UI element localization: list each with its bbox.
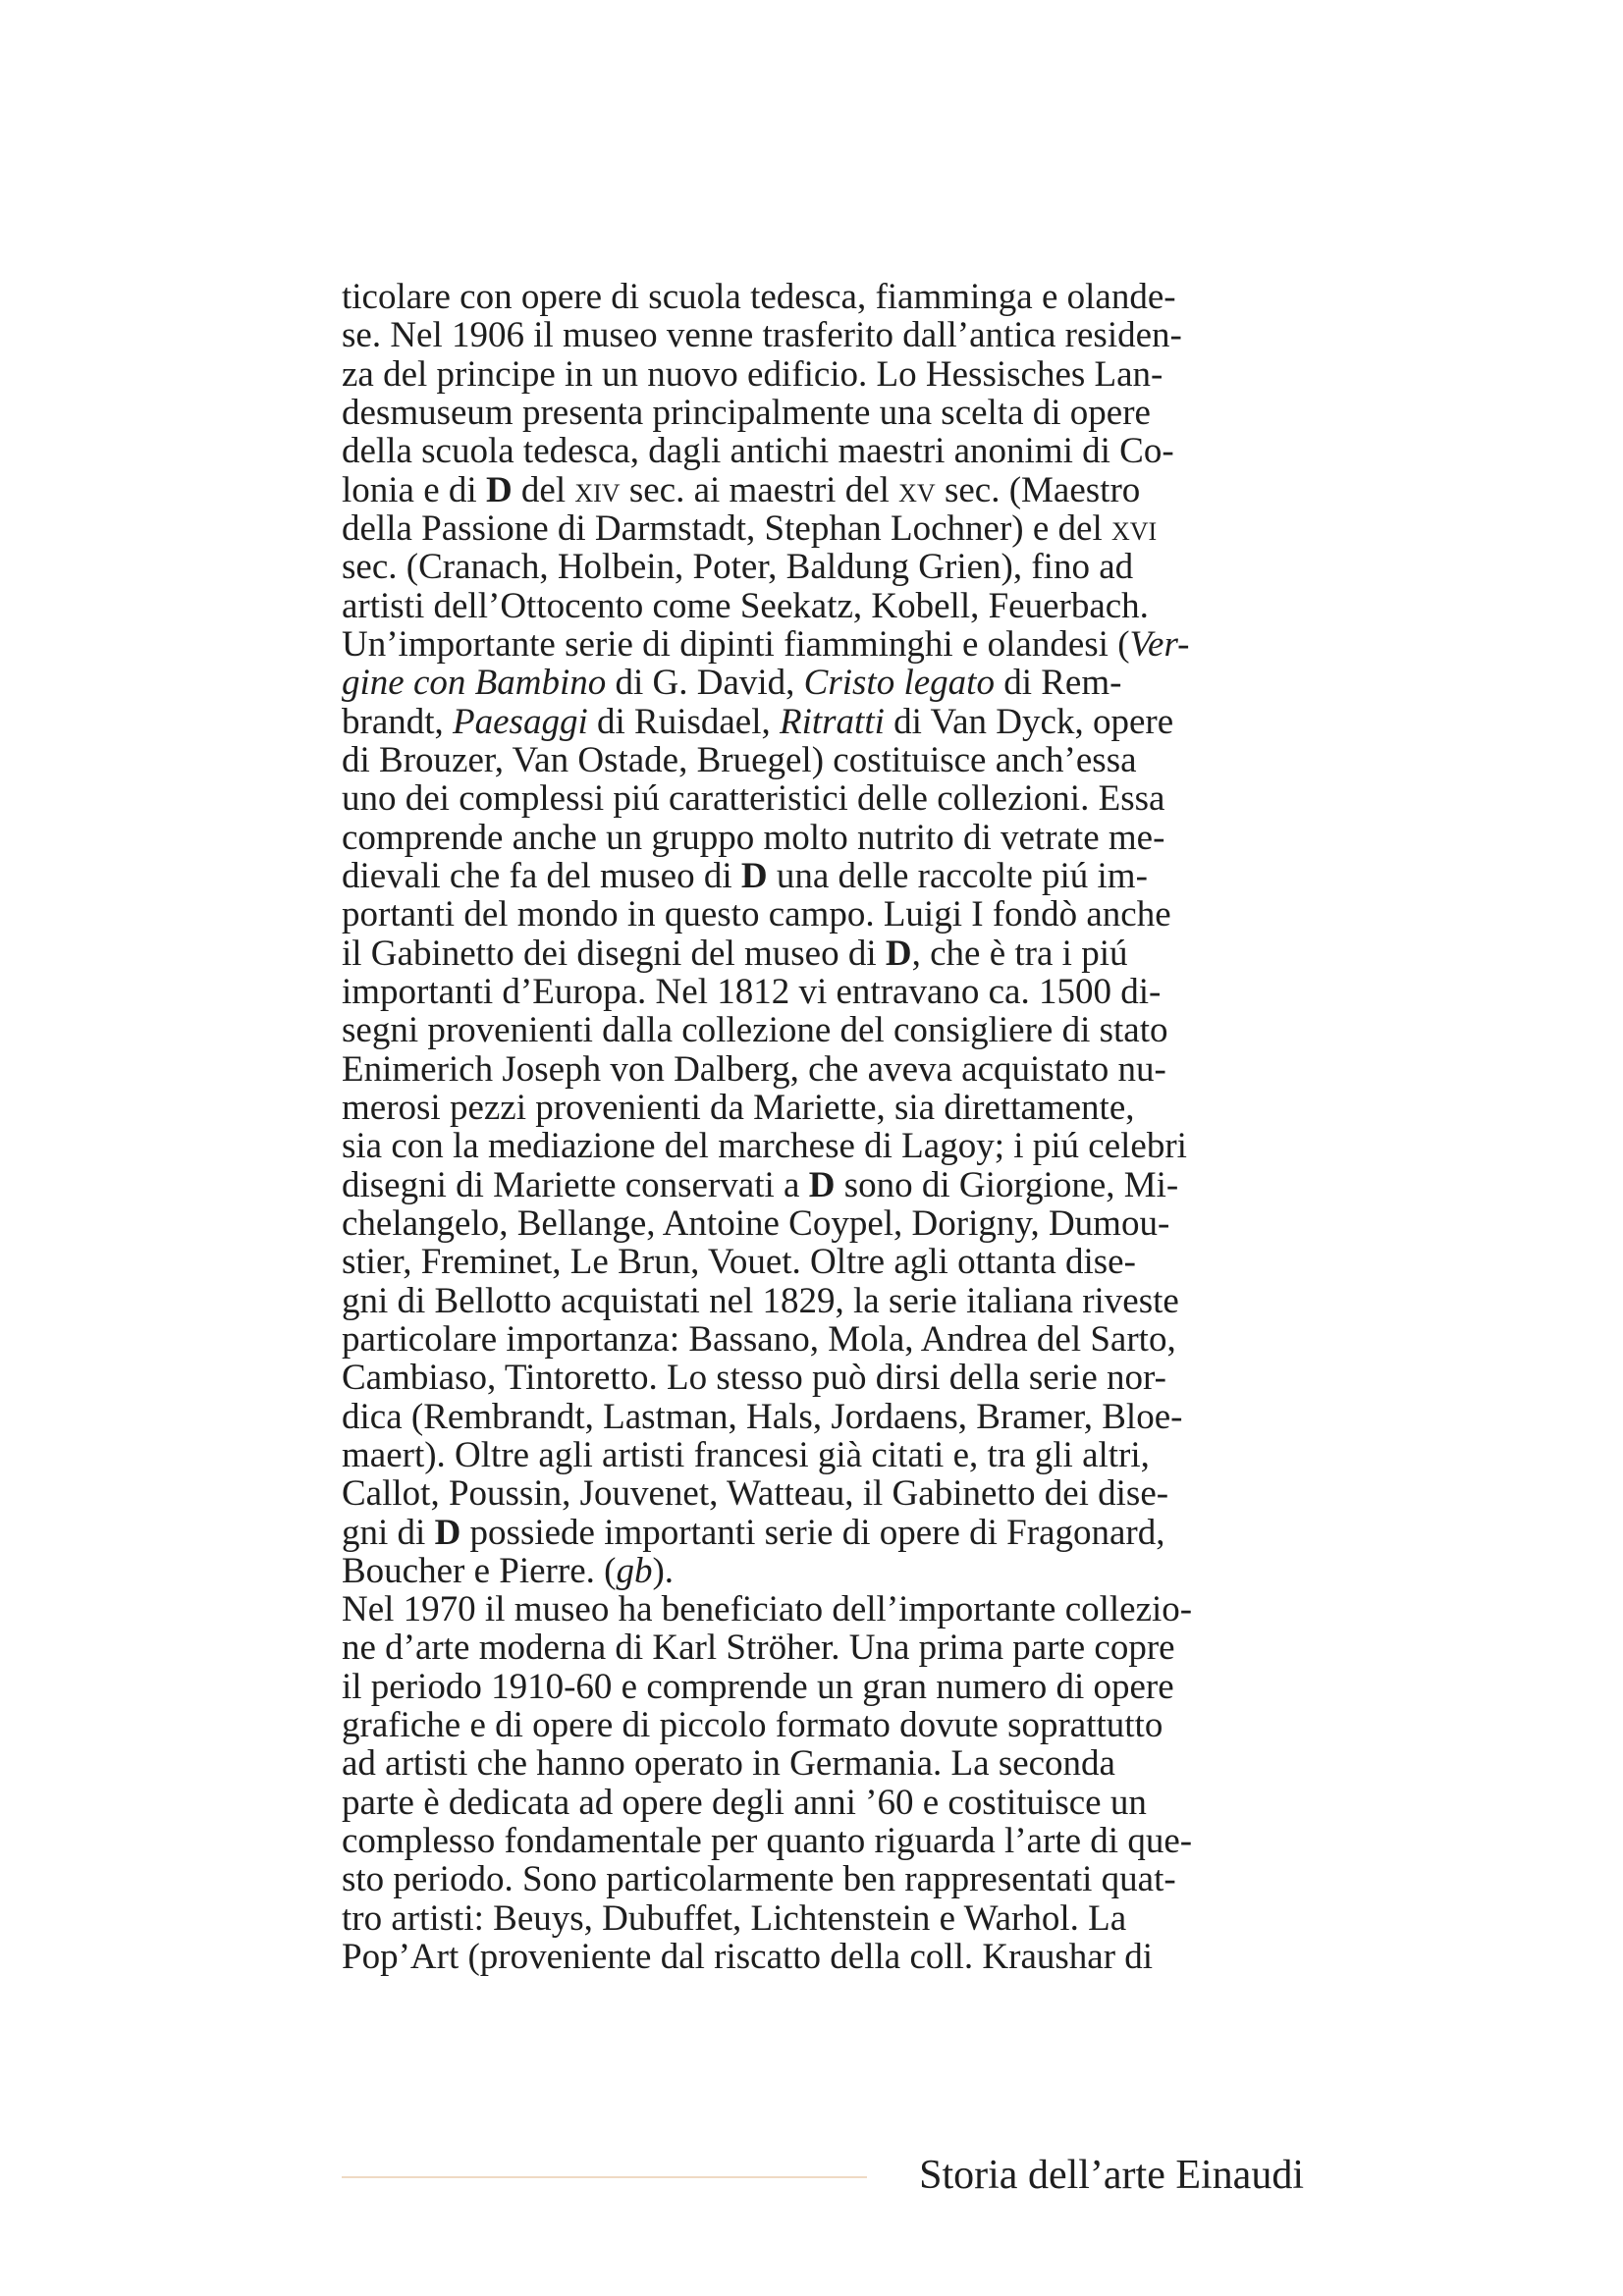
text-line [342,548,1302,586]
text-run: comprende anche un gruppo molto nutrito di vetrate me- [342,817,1165,858]
text-run: sec. (Cranach, Holbein, Poter, Baldung Grien), fino ad [342,547,1134,588]
text-line [342,1744,1302,1783]
text-run: Pop’Art (proveniente dal riscatto della coll. Kraushar di [342,1937,1154,1978]
text-run: artisti dell’Ottocento come Seekatz, Kobell, Feuerbach. [342,585,1149,626]
abbrev-letter: D [885,933,912,974]
text-line [342,1474,1302,1513]
text-line [342,1514,1302,1552]
text-run: desmuseum presenta principalmente una scelta di opere [342,392,1151,433]
text-run: ). [652,1550,675,1591]
text-line [342,1050,1302,1089]
text-run: segni provenienti dalla collezione del consigliere di stato [342,1010,1168,1051]
text-run: del [512,469,575,510]
text-run: possiede importanti serie di opere di Fragonard, [460,1512,1165,1553]
text-run: Nel 1970 il museo ha beneficiato dell’importante collezio- [342,1589,1193,1630]
text-run: Cambiaso, Tintoretto. Lo stesso può dirsi della serie nor- [342,1358,1166,1399]
text-run: importanti d’Europa. Nel 1812 vi entravano ca. 1500 di- [342,971,1162,1012]
text-run: di Ruisdael, [587,701,780,742]
text-run: Boucher e Pierre. ( [342,1550,617,1591]
abbrev-letter: D [808,1164,836,1205]
text-run: parte è dedicata ad opere degli anni ’60 e costituisce un [342,1782,1147,1823]
text-run: tro artisti: Beuys, Dubuffet, Lichtenstein e Warhol. La [342,1897,1127,1939]
text-line [342,1282,1302,1320]
text-run: lonia e di [342,469,486,510]
text-line [342,703,1302,741]
text-run: merosi pezzi provenienti da Mariette, sia direttamente, [342,1087,1135,1128]
italic-title: gine con Bambino [342,663,607,704]
text-run: della Passione di Darmstadt, Stephan Lochner) e del [342,507,1111,549]
text-line [342,1706,1302,1744]
text-run: Callot, Poussin, Jouvenet, Watteau, il Gabinetto dei dise- [342,1473,1169,1515]
text-run: di Brouzer, Van Ostade, Bruegel) costituisce anch’essa [342,739,1137,780]
text-line [342,1166,1302,1204]
text-line [342,973,1302,1011]
text-run: sto periodo. Sono particolarmente ben rappresentati quat- [342,1859,1176,1900]
text-run: chelangelo, Bellange, Antoine Coypel, Dorigny, Dumou- [342,1202,1170,1244]
text-line [342,1822,1302,1860]
text-line [342,316,1302,354]
text-line [342,779,1302,818]
text-run: Enimerich Joseph von Dalberg, che aveva acquistato nu- [342,1048,1166,1090]
text-line [342,1127,1302,1165]
text-run: sec. (Maestro [935,469,1141,510]
text-line [342,664,1302,702]
text-line [342,471,1302,509]
text-line [342,1668,1302,1706]
text-line [342,857,1302,895]
footer-title: Storia dell’arte Einaudi [919,2153,1304,2198]
text-line [342,1590,1302,1629]
text-run: disegni di Mariette conservati a [342,1164,809,1205]
text-line [342,1784,1302,1822]
text-line [342,934,1302,973]
text-line [342,1011,1302,1049]
text-run: sec. ai maestri del [620,469,899,510]
abbrev-letter: D [740,855,768,896]
text-run: sia con la mediazione del marchese di Lagoy; i piú celebri [342,1126,1187,1167]
footer-rule [342,2176,867,2178]
text-run: dica (Rembrandt, Lastman, Hals, Jordaens, Bramer, Bloe- [342,1396,1183,1437]
text-run: di Rem- [994,663,1122,704]
abbrev-letter: D [434,1512,461,1553]
text-line [342,509,1302,548]
text-run: gni di [342,1512,435,1553]
text-line [342,432,1302,470]
text-run: za del principe in un nuovo edificio. Lo Hessisches Lan- [342,353,1163,395]
text-run: ne d’arte moderna di Karl Ströher. Una prima parte copre [342,1628,1175,1669]
text-line [342,1938,1302,1976]
text-line [342,278,1302,316]
text-run: della scuola tedesca, dagli antichi maestri anonimi di Co- [342,431,1174,472]
text-line [342,1243,1302,1281]
text-line [342,1204,1302,1243]
text-line [342,587,1302,625]
abbrev-letter: D [485,469,513,510]
text-run: se. Nel 1906 il museo venne trasferito dall’antica residen- [342,315,1182,356]
text-run: ad artisti che hanno operato in Germania. La seconda [342,1743,1115,1785]
text-run: sono di Giorgione, Mi- [835,1164,1179,1205]
text-run: di Van Dyck, opere [884,701,1174,742]
text-run: Un’importante serie di dipinti fiamminghi e olandesi ( [342,623,1130,665]
text-run: brandt, [342,701,454,742]
text-line [342,394,1302,432]
text-line [342,819,1302,857]
text-run: complesso fondamentale per quanto riguarda l’arte di que- [342,1821,1193,1862]
text-run: uno dei complessi piú caratteristici delle collezioni. Essa [342,778,1165,820]
text-run: particolare importanza: Bassano, Mola, Andrea del Sarto, [342,1318,1176,1360]
text-line [342,1359,1302,1397]
century-numeral: xv [898,469,936,510]
century-numeral: xvi [1110,507,1158,549]
italic-title: Ritratti [780,701,885,742]
text-line [342,625,1302,664]
text-run: , che è tra i piú [911,933,1128,974]
text-run: portanti del mondo in questo campo. Luigi I fondò anche [342,894,1171,935]
text-run: dievali che fa del museo di [342,855,741,896]
text-line [342,1089,1302,1127]
text-run: ticolare con opere di scuola tedesca, fiamminga e olande- [342,277,1176,317]
text-run: gni di Bellotto acquistati nel 1829, la serie italiana riveste [342,1280,1179,1321]
text-run: il Gabinetto dei disegni del museo di [342,933,886,974]
text-run: stier, Freminet, Le Brun, Vouet. Oltre agli ottanta dise- [342,1242,1136,1283]
body-text [342,278,1302,1976]
text-line [342,741,1302,779]
italic-title: Paesaggi [453,701,588,742]
italic-title: Cristo legato [803,663,995,704]
text-run: maert). Oltre agli artisti francesi già citati e, tra gli altri, [342,1434,1150,1475]
century-numeral: xiv [574,469,621,510]
text-line [342,1552,1302,1590]
italic-title: Ver- [1129,623,1190,665]
text-line [342,1320,1302,1359]
text-run: grafiche e di opere di piccolo formato dovute soprattutto [342,1705,1163,1746]
text-line [342,1629,1302,1667]
italic-title: gb [616,1550,653,1591]
text-line [342,1436,1302,1474]
text-line [342,1398,1302,1436]
text-run: il periodo 1910-60 e comprende un gran numero di opere [342,1666,1174,1707]
text-run: una delle raccolte piú im- [767,855,1148,896]
text-run: di G. David, [606,663,804,704]
text-line [342,1860,1302,1898]
text-line [342,895,1302,934]
text-line [342,1899,1302,1938]
text-line [342,355,1302,394]
